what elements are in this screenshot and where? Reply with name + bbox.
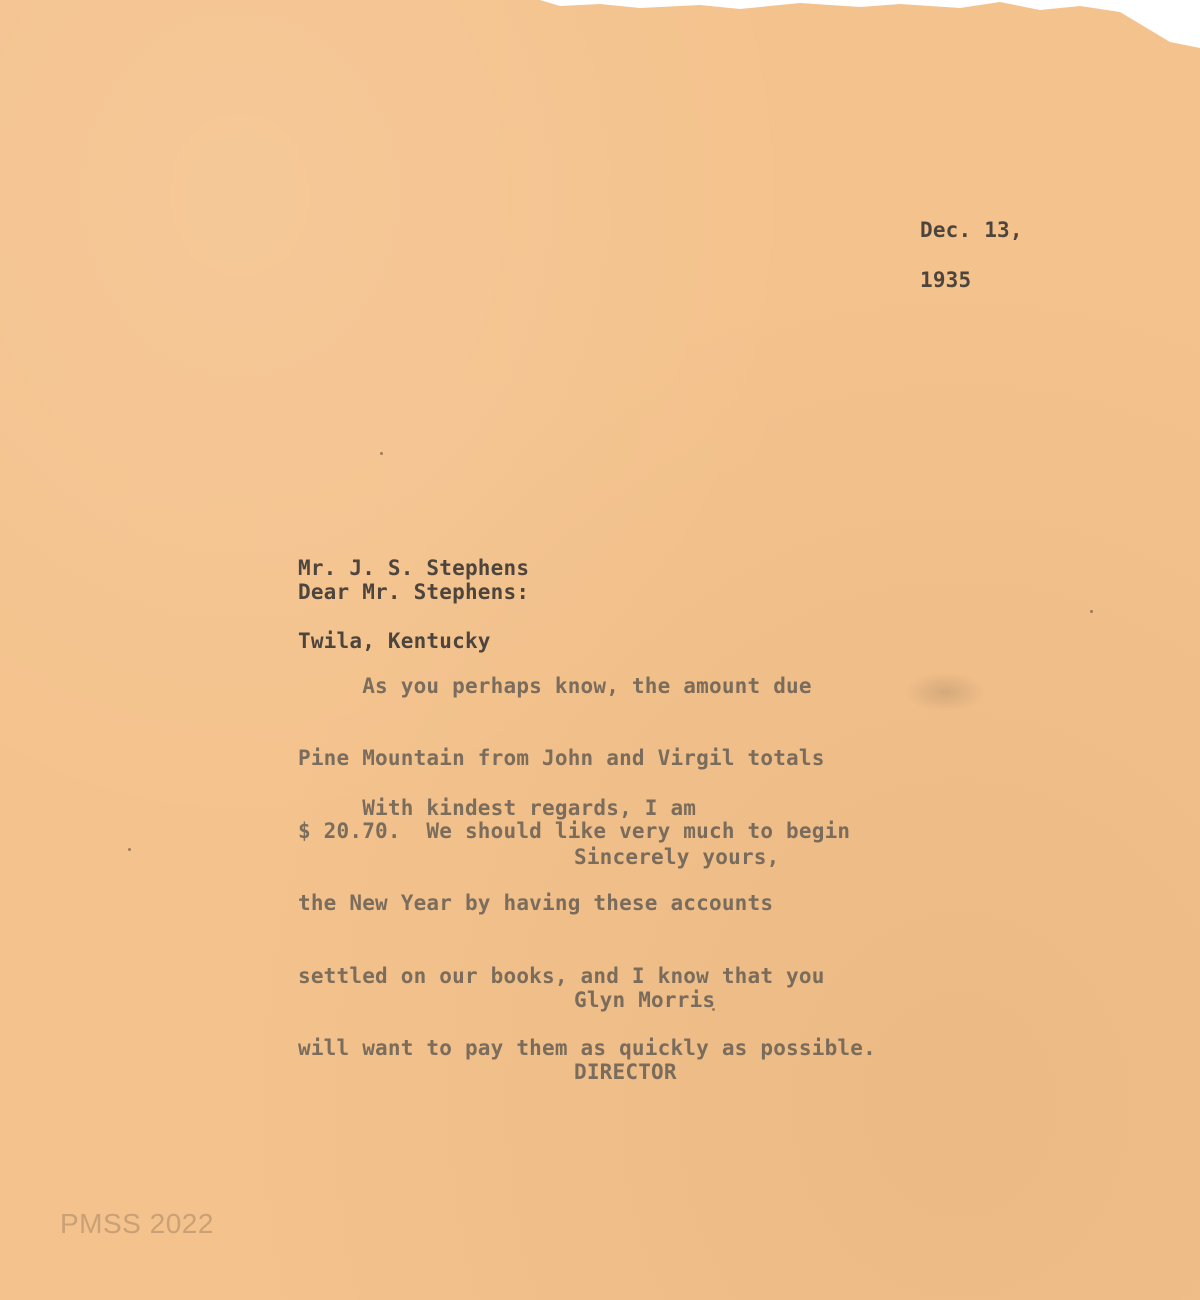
body-line: the New Year by having these accounts — [298, 891, 774, 916]
ink-smudge — [905, 672, 985, 712]
signer-name: Glyn Morris — [574, 988, 716, 1012]
body-line: Pine Mountain from John and Virgil totals — [298, 746, 825, 771]
salutation: Dear Mr. Stephens: — [298, 580, 530, 604]
body-line: As you perhaps know, the amount due — [298, 674, 812, 698]
valediction: Sincerely yours, — [574, 845, 780, 869]
letter-year: 1935 — [920, 268, 972, 292]
paper-speck — [1090, 610, 1093, 613]
body-line: $ 20.70. We should like very much to begin — [298, 818, 851, 843]
body-line: settled on our books, and I know that you — [298, 963, 825, 988]
recipient-location: Twila, Kentucky — [298, 629, 491, 653]
torn-paper-edge — [0, 0, 1200, 60]
paper-speck — [128, 848, 131, 851]
closing-line: With kindest regards, I am — [298, 796, 697, 820]
body-line: will want to pay them as quickly as possible. — [298, 1035, 876, 1060]
signature-block — [574, 940, 715, 1132]
recipient-name: Mr. J. S. Stephens — [298, 556, 530, 580]
paper-speck — [380, 452, 383, 455]
archive-watermark: PMSS 2022 — [60, 1208, 214, 1239]
signer-title: DIRECTOR — [574, 1060, 677, 1084]
letter-date: Dec. 13, — [920, 218, 1023, 242]
